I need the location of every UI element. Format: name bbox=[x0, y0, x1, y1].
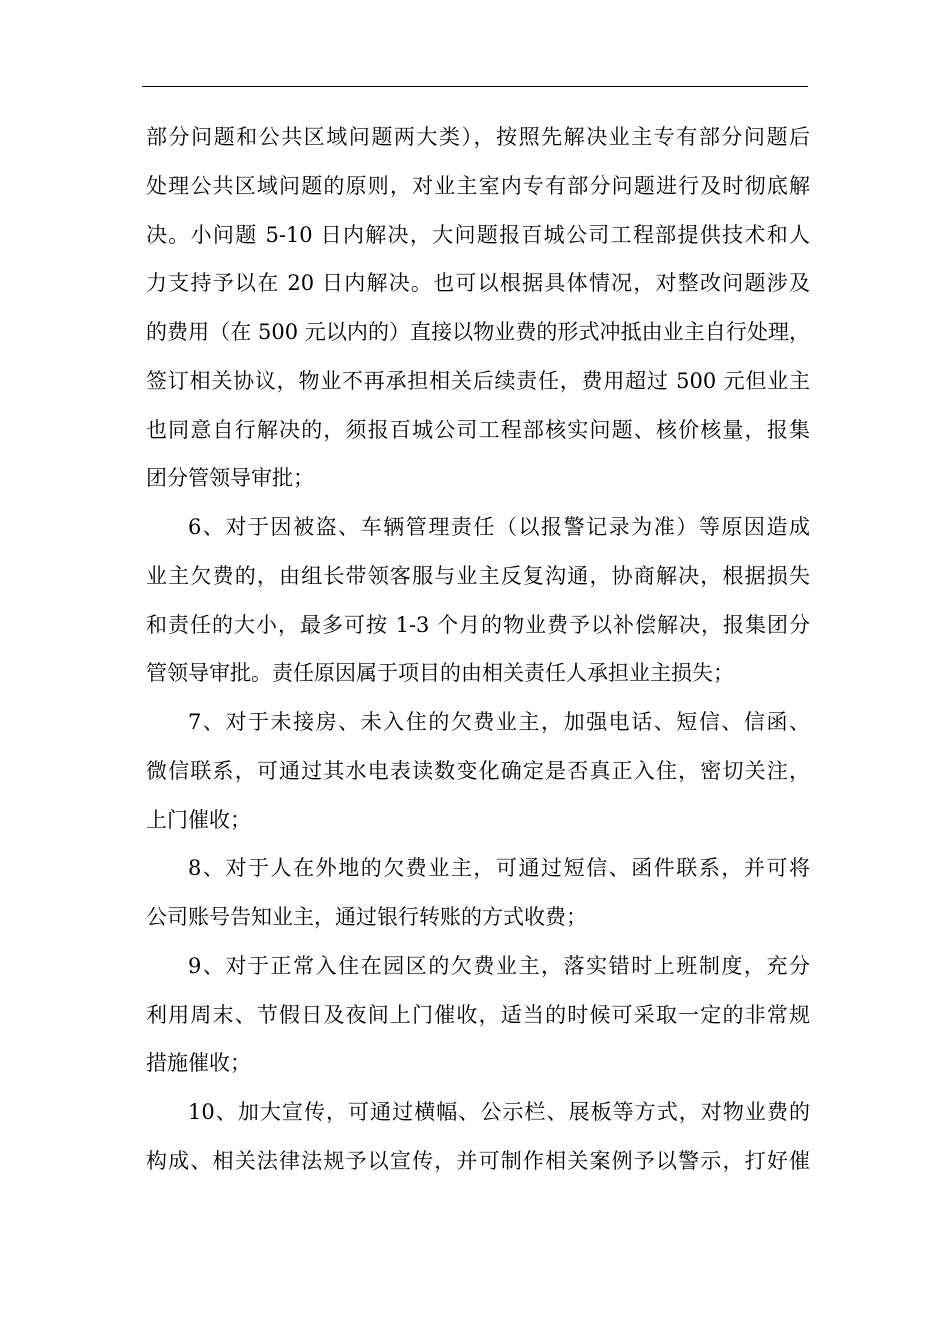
text-line: 团分管领导审批； bbox=[146, 466, 314, 491]
text-line: 处理公共区域问题的原则，对业主室内专有部分问题进行及时彻底解 bbox=[146, 173, 810, 198]
header-rule bbox=[142, 86, 808, 87]
document-body bbox=[146, 113, 810, 1186]
text-line: 部分问题和公共区域问题两大类），按照先解决业主专有部分问题后 bbox=[146, 125, 810, 149]
text-line: 7、对于未接房、未入住的欠费业主，加强电话、短信、信函、 bbox=[188, 710, 810, 734]
text-line: 业主欠费的，由组长带领客服与业主反复沟通，协商解决，根据损失 bbox=[146, 563, 810, 588]
text-line: 上门催收； bbox=[146, 807, 251, 832]
text-line: 9、对于正常入住在园区的欠费业主，落实错时上班制度，充分 bbox=[188, 953, 810, 978]
text-line: 措施催收； bbox=[146, 1051, 251, 1076]
text-line: 也同意自行解决的，须报百城公司工程部核实问题、核价核量，报集 bbox=[146, 417, 810, 442]
text-line: 微信联系，可通过其水电表读数变化确定是否真正入住，密切关注， bbox=[146, 758, 810, 783]
text-line: 6、对于因被盗、车辆管理责任（以报警记录为准）等原因造成 bbox=[188, 515, 810, 539]
text-line: 签订相关协议，物业不再承担相关后续责任，费用超过 500 元但业主 bbox=[146, 368, 810, 393]
text-line: 力支持予以在 20 日内解决。也可以根据具体情况，对整改问题涉及 bbox=[146, 271, 810, 296]
text-line: 决。小问题 5-10 日内解决，大问题报百城公司工程部提供技术和人 bbox=[146, 222, 810, 247]
text-line: 公司账号告知业主，通过银行转账的方式收费； bbox=[146, 905, 587, 929]
text-line: 和责任的大小，最多可按 1-3 个月的物业费予以补偿解决，报集团分 bbox=[146, 612, 810, 637]
text-line: 8、对于人在外地的欠费业主，可通过短信、函件联系，并可将 bbox=[188, 856, 810, 881]
text-line: 构成、相关法律法规予以宣传，并可制作相关案例予以警示，打好催 bbox=[146, 1148, 810, 1173]
text-line: 的费用（在 500 元以内的）直接以物业费的形式冲抵由业主自行处理， bbox=[146, 320, 810, 344]
text-line: 10、加大宣传，可通过横幅、公示栏、展板等方式，对物业费的 bbox=[188, 1100, 810, 1124]
text-line: 管领导审批。责任原因属于项目的由相关责任人承担业主损失； bbox=[146, 661, 734, 686]
text-line: 利用周末、节假日及夜间上门催收，适当的时候可采取一定的非常规 bbox=[146, 1002, 810, 1027]
